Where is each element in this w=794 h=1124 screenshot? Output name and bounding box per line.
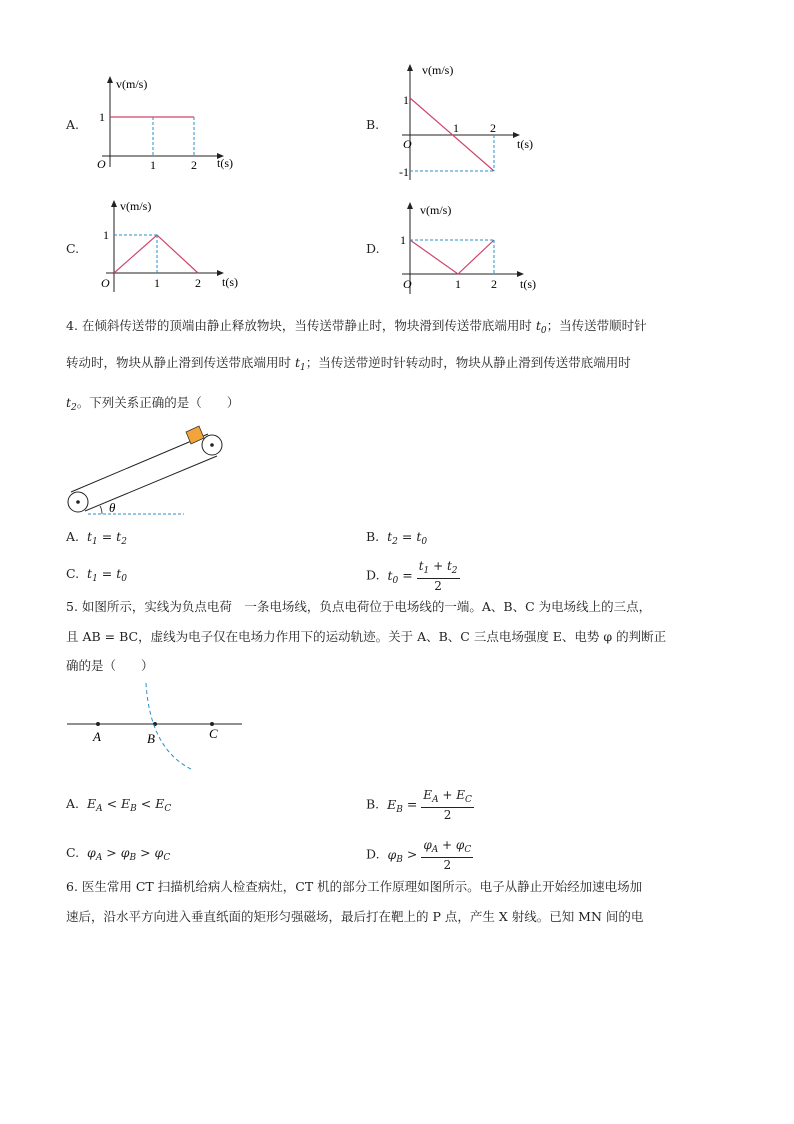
tick-ym1: -1: [399, 165, 409, 179]
y-arrow: [407, 64, 413, 71]
q4-option-b: B. $t_2 = t_0$: [366, 529, 428, 547]
y-label: v(m/s): [422, 63, 454, 77]
tick-x1: 1: [154, 276, 160, 290]
q6-line2: 速后，沿水平方向进入垂直纸面的矩形匀强磁场，最后打在靶上的 P 点，产生 X 射线。已知 MN 间的电: [66, 909, 644, 924]
graph-b: [392, 60, 552, 185]
tick-x1: 1: [455, 277, 461, 291]
belt-top: [71, 434, 208, 492]
y-label: v(m/s): [116, 77, 148, 91]
q5-option-c: C. $\varphi_A > \varphi_B > \varphi_C$: [66, 845, 171, 863]
origin: O: [97, 157, 106, 171]
x-label: t(s): [217, 156, 233, 170]
q4-option-c: C. $t_1 = t_0$: [66, 566, 127, 584]
tick-y1: 1: [400, 233, 406, 247]
x-label: t(s): [222, 275, 238, 289]
x-label: t(s): [520, 277, 536, 291]
q5-line3: 确的是（ ）: [66, 658, 154, 673]
origin: O: [403, 277, 412, 291]
label-a: A: [93, 729, 101, 744]
graph-c: [96, 196, 256, 296]
x-label: t(s): [517, 137, 533, 151]
y-label: v(m/s): [420, 203, 452, 217]
option-c-label: C.: [66, 241, 80, 256]
y-arrow: [111, 200, 117, 207]
option-d-label: D.: [366, 241, 380, 256]
q4-option-a: A. $t_1 = t_2$: [66, 529, 127, 547]
tick-y1: 1: [103, 228, 109, 242]
angle-label: θ: [109, 500, 116, 515]
q5-line2: 且 AB = BC，虚线为电子仅在电场力作用下的运动轨迹。关于 A、B、C 三点电场强度 E、电势 φ 的判断正: [66, 629, 667, 644]
tick-y1: 1: [99, 110, 105, 124]
q4-line3: $t_2$。下列关系正确的是（ ）: [66, 395, 240, 413]
angle-arc: [100, 506, 102, 514]
tick-x2: 2: [191, 158, 197, 172]
y-label: v(m/s): [120, 199, 152, 213]
option-b-label: B.: [366, 117, 380, 132]
electron-trajectory: [146, 683, 193, 770]
y-arrow: [107, 76, 113, 83]
label-c: C: [209, 726, 218, 741]
point-a: [96, 722, 100, 726]
q5-option-a: A. $E_A < E_B < E_C$: [66, 796, 172, 814]
tick-x2: 2: [491, 277, 497, 291]
block: [186, 426, 204, 444]
field-line-diagram: [62, 680, 252, 775]
q4-line2: 转动时，物块从静止滑到传送带底端用时 $t_1$；当传送带逆时针转动时，物块从静止滑到传送带底端用时: [66, 355, 631, 373]
q4-option-d: D. $t_0$ = $\frac{t_1 + t_2}{2}$: [366, 559, 458, 593]
origin: O: [101, 276, 110, 290]
tick-y1: 1: [403, 93, 409, 107]
conveyor-diagram: [62, 420, 232, 520]
tick-x2: 2: [490, 121, 496, 135]
q4-line1: 4. 在倾斜传送带的顶端由静止释放物块，当传送带静止时，物块滑到传送带底端用时 $t_0$；当传送带顺时针: [66, 318, 647, 336]
velocity-line: [114, 235, 198, 273]
q5-option-b: B. $E_B$ = $\frac{E_A + E_C}{2}$: [366, 788, 472, 822]
q5-option-d: D. $\varphi_B$ > $\frac{\varphi_A + \varphi_C}{2}$: [366, 838, 472, 872]
y-arrow: [407, 202, 413, 209]
graph-a: [92, 72, 252, 177]
q5-line1: 5. 如图所示，实线为负点电荷 一条电场线，负点电荷位于电场线的一端。A、B、C 为电场线上的三点，: [66, 599, 652, 614]
tick-x1: 1: [453, 121, 459, 135]
graph-d: [392, 198, 552, 298]
tick-x2: 2: [195, 276, 201, 290]
velocity-line: [410, 240, 494, 274]
tick-x1: 1: [150, 158, 156, 172]
option-a-label: A.: [66, 117, 80, 132]
q6-line1: 6. 医生常用 CT 扫描机给病人检查病灶，CT 机的部分工作原理如图所示。电子从静止开始经加速电场加: [66, 879, 643, 894]
label-b: B: [147, 731, 155, 746]
origin: O: [403, 137, 412, 151]
belt-bottom: [85, 456, 217, 511]
